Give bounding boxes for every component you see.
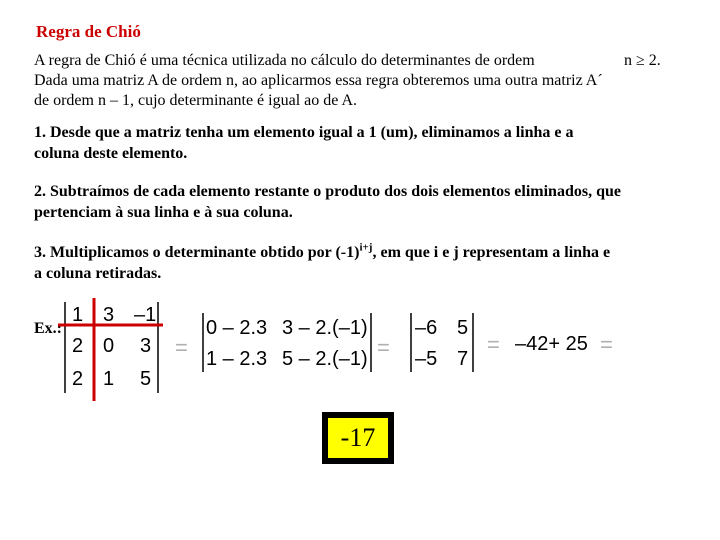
equals-sign: = [175,335,188,360]
example-label: Ex.: [34,320,62,337]
intro-paragraph [34,51,694,111]
step-2 [34,181,699,223]
determinant-expression: –42+ 25 [515,333,588,355]
step-3-exponent: i+j [359,241,373,254]
step-3-text-post: , em que i e j representam a linha e [372,244,611,261]
result-value: -17 [328,418,388,458]
matrix2-expr-cell: 1 – 2.3 [206,348,268,370]
intro-line-2: Dada uma matriz A de ordem n, ao aplicarmos essa regra obteremos uma outra matriz A´ [34,72,603,89]
result-box [322,412,394,464]
matrix3-cell: –1 [134,304,157,326]
intro-line-1-text: A regra de Chió é uma técnica utilizada no cálculo do determinantes de ordem [34,52,535,69]
matrix3-cell: 0 [103,335,115,357]
matrix2-cell: 5 [457,317,469,339]
step-3-text-pre: 3. Multiplicamos o determinante obtido por (-1) [34,244,360,261]
step-1-line-1: 1. Desde que a matriz tenha um elemento igual a 1 (um), eliminamos a linha e a [34,124,574,141]
equals-sign: = [600,332,613,357]
matrix3-cell: 1 [72,304,84,326]
matrix2-expr-cell: 3 – 2.(–1) [282,317,368,339]
matrix3-cell: 3 [140,335,152,357]
matrix2-expr-cell: 5 – 2.(–1) [282,348,368,370]
step-1 [34,122,699,164]
step-1-line-2: coluna deste elemento. [34,145,188,162]
matrix2-expr-cell: 0 – 2.3 [206,317,268,339]
step-2-line-1: 2. Subtraímos de cada elemento restante o produto dos dois elementos eliminados, que [34,183,621,200]
equals-sign: = [377,335,390,360]
order-condition: n ≥ 2. [624,52,661,69]
intro-line-3: de ordem n – 1, cujo determinante é igual ao de A. [34,92,358,109]
matrix2-cell: 7 [457,348,469,370]
matrix3-cell: 3 [103,304,115,326]
matrix3-cell: 2 [72,335,84,357]
step-3 [34,242,699,284]
matrix2-cell: –5 [415,348,438,370]
matrix3-cell: 5 [140,368,152,390]
step-3-line-1 [34,242,699,263]
intro-line-1 [34,51,694,71]
page-title: Regra de Chió [36,22,141,41]
equals-sign: = [487,332,500,357]
matrix2-cell: –6 [415,317,438,339]
matrix3-cell: 2 [72,368,84,390]
step-3-line-2: a coluna retiradas. [34,265,162,282]
step-2-line-2: pertenciam à sua linha e à sua coluna. [34,204,293,221]
matrix3-cell: 1 [103,368,115,390]
